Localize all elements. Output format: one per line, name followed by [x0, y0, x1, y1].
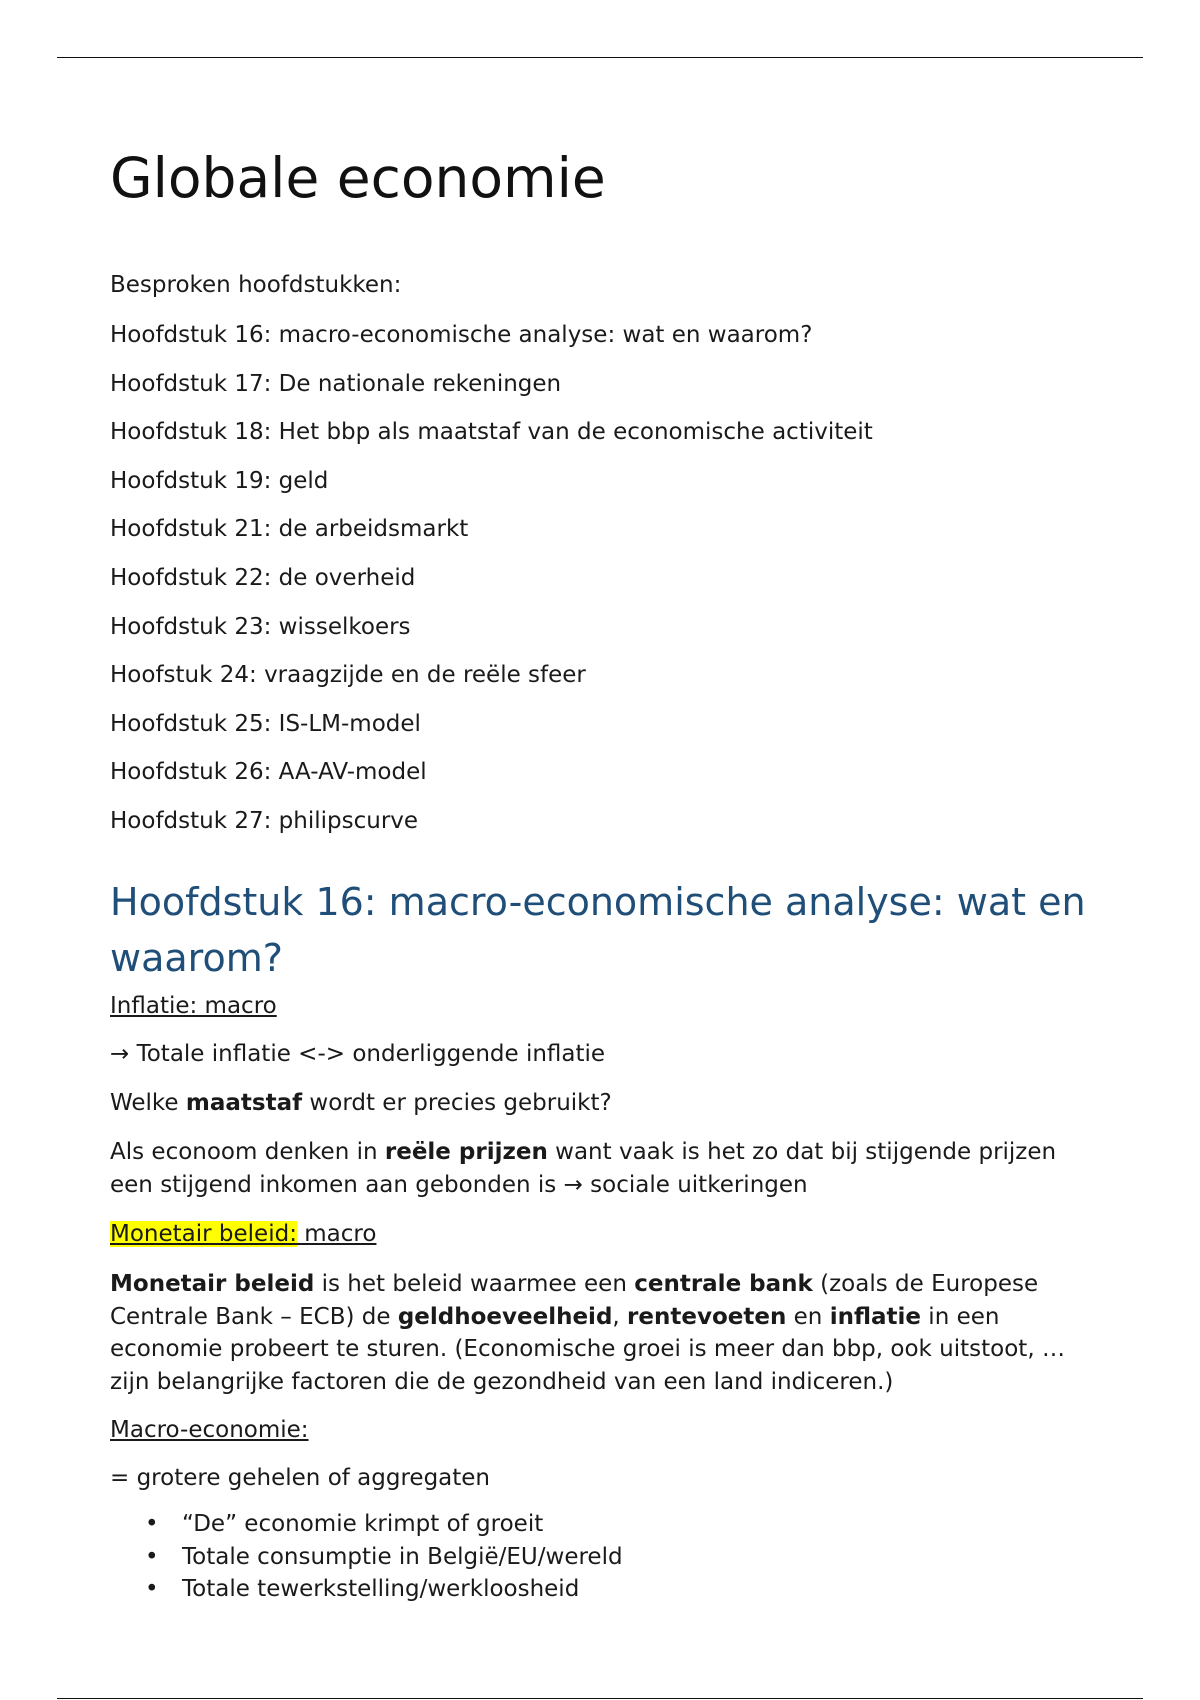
bold-term: geldhoeveelheid [397, 1303, 613, 1330]
chapter-item: Hoofdstuk 17: De nationale rekeningen [110, 370, 562, 397]
text-span: , [612, 1303, 628, 1330]
list-item [110, 1541, 623, 1574]
list-item [110, 1573, 623, 1606]
chapter-item: Hoofdstuk 22: de overheid [110, 564, 416, 591]
bullet-icon: • [145, 1511, 159, 1537]
list-item-text: Totale tewerkstelling/werkloosheid [182, 1576, 580, 1602]
chapter-item: Hoofdstuk 26: AA-AV-model [110, 759, 427, 786]
chapter-item: Hoofdstuk 27: philipscurve [110, 807, 419, 834]
list-item-text: “De” economie krimpt of groeit [182, 1511, 544, 1537]
inflatie-line: → Totale inflatie <-> onderliggende inflatie [110, 1041, 606, 1067]
text-span: Welke [110, 1090, 186, 1116]
bold-term: centrale bank [634, 1271, 813, 1297]
monetair-definition [110, 1268, 1100, 1398]
bold-term: maatstaf [185, 1090, 303, 1116]
list-item-text: Totale consumptie in België/EU/wereld [182, 1543, 623, 1570]
list-item [110, 1508, 623, 1541]
text-span: in een economie probeert te sturen. (Economische groei is meer dan bbp, ook uitstoot, … zijn belangrijke factoren die de gezondheid van een land indiceren.) [110, 1303, 1065, 1395]
bullet-icon: • [145, 1543, 159, 1570]
chapter-item: Hoofstuk 24: vraagzijde en de reële sfeer [110, 662, 586, 689]
macro-bullet-list [110, 1508, 623, 1606]
document-title: Globale economie [110, 146, 606, 210]
inflatie-label: Inflatie: macro [110, 993, 277, 1019]
chapter-item: Hoofdstuk 19: geld [110, 467, 329, 494]
bold-term: reële prijzen [384, 1139, 548, 1165]
text-span: wordt er precies gebruikt? [302, 1090, 612, 1116]
bold-term: inflatie [829, 1303, 921, 1330]
bullet-icon: • [145, 1576, 159, 1602]
section-heading: Hoofdstuk 16: macro-economische analyse: wat en waarom? [110, 880, 1086, 980]
chapter-item: Hoofdstuk 25: IS-LM-model [110, 710, 421, 737]
macro-definition: = grotere gehelen of aggregaten [110, 1465, 491, 1491]
bold-term: Monetair beleid [110, 1271, 315, 1297]
text-span: macro [296, 1221, 377, 1247]
chapter-item: Hoofdstuk 18: Het bbp als maatstaf van de economische activiteit [110, 419, 873, 446]
text-span: Als econoom denken in [110, 1139, 385, 1165]
text-span: (zoals de Europese Centrale Bank – ECB) de [110, 1271, 1039, 1330]
chapter-item: Hoofdstuk 16: macro-economische analyse: wat en waarom? [110, 322, 813, 348]
monetair-label [110, 1218, 1100, 1251]
toc-intro: Besproken hoofdstukken: [110, 272, 402, 298]
chapter-item: Hoofdstuk 21: de arbeidsmarkt [110, 516, 469, 543]
text-span: en [786, 1303, 830, 1330]
top-rule [57, 57, 1143, 58]
macro-label: Macro-economie: [110, 1417, 309, 1443]
highlighted-label: Monetair beleid: [110, 1221, 297, 1247]
bold-term: rentevoeten [627, 1303, 787, 1330]
chapter-item: Hoofdstuk 23: wisselkoers [110, 613, 411, 640]
text-span: is het beleid waarmee een [314, 1271, 635, 1297]
chapter-list [110, 320, 873, 855]
maatstaf-question [110, 1087, 1100, 1120]
econoom-paragraph [110, 1136, 1100, 1201]
bottom-rule [57, 1698, 1143, 1699]
text-span: want vaak is het zo dat bij stijgende prijzen een stijgend inkomen aan gebonden is → sociale uitkeringen [110, 1139, 1057, 1198]
